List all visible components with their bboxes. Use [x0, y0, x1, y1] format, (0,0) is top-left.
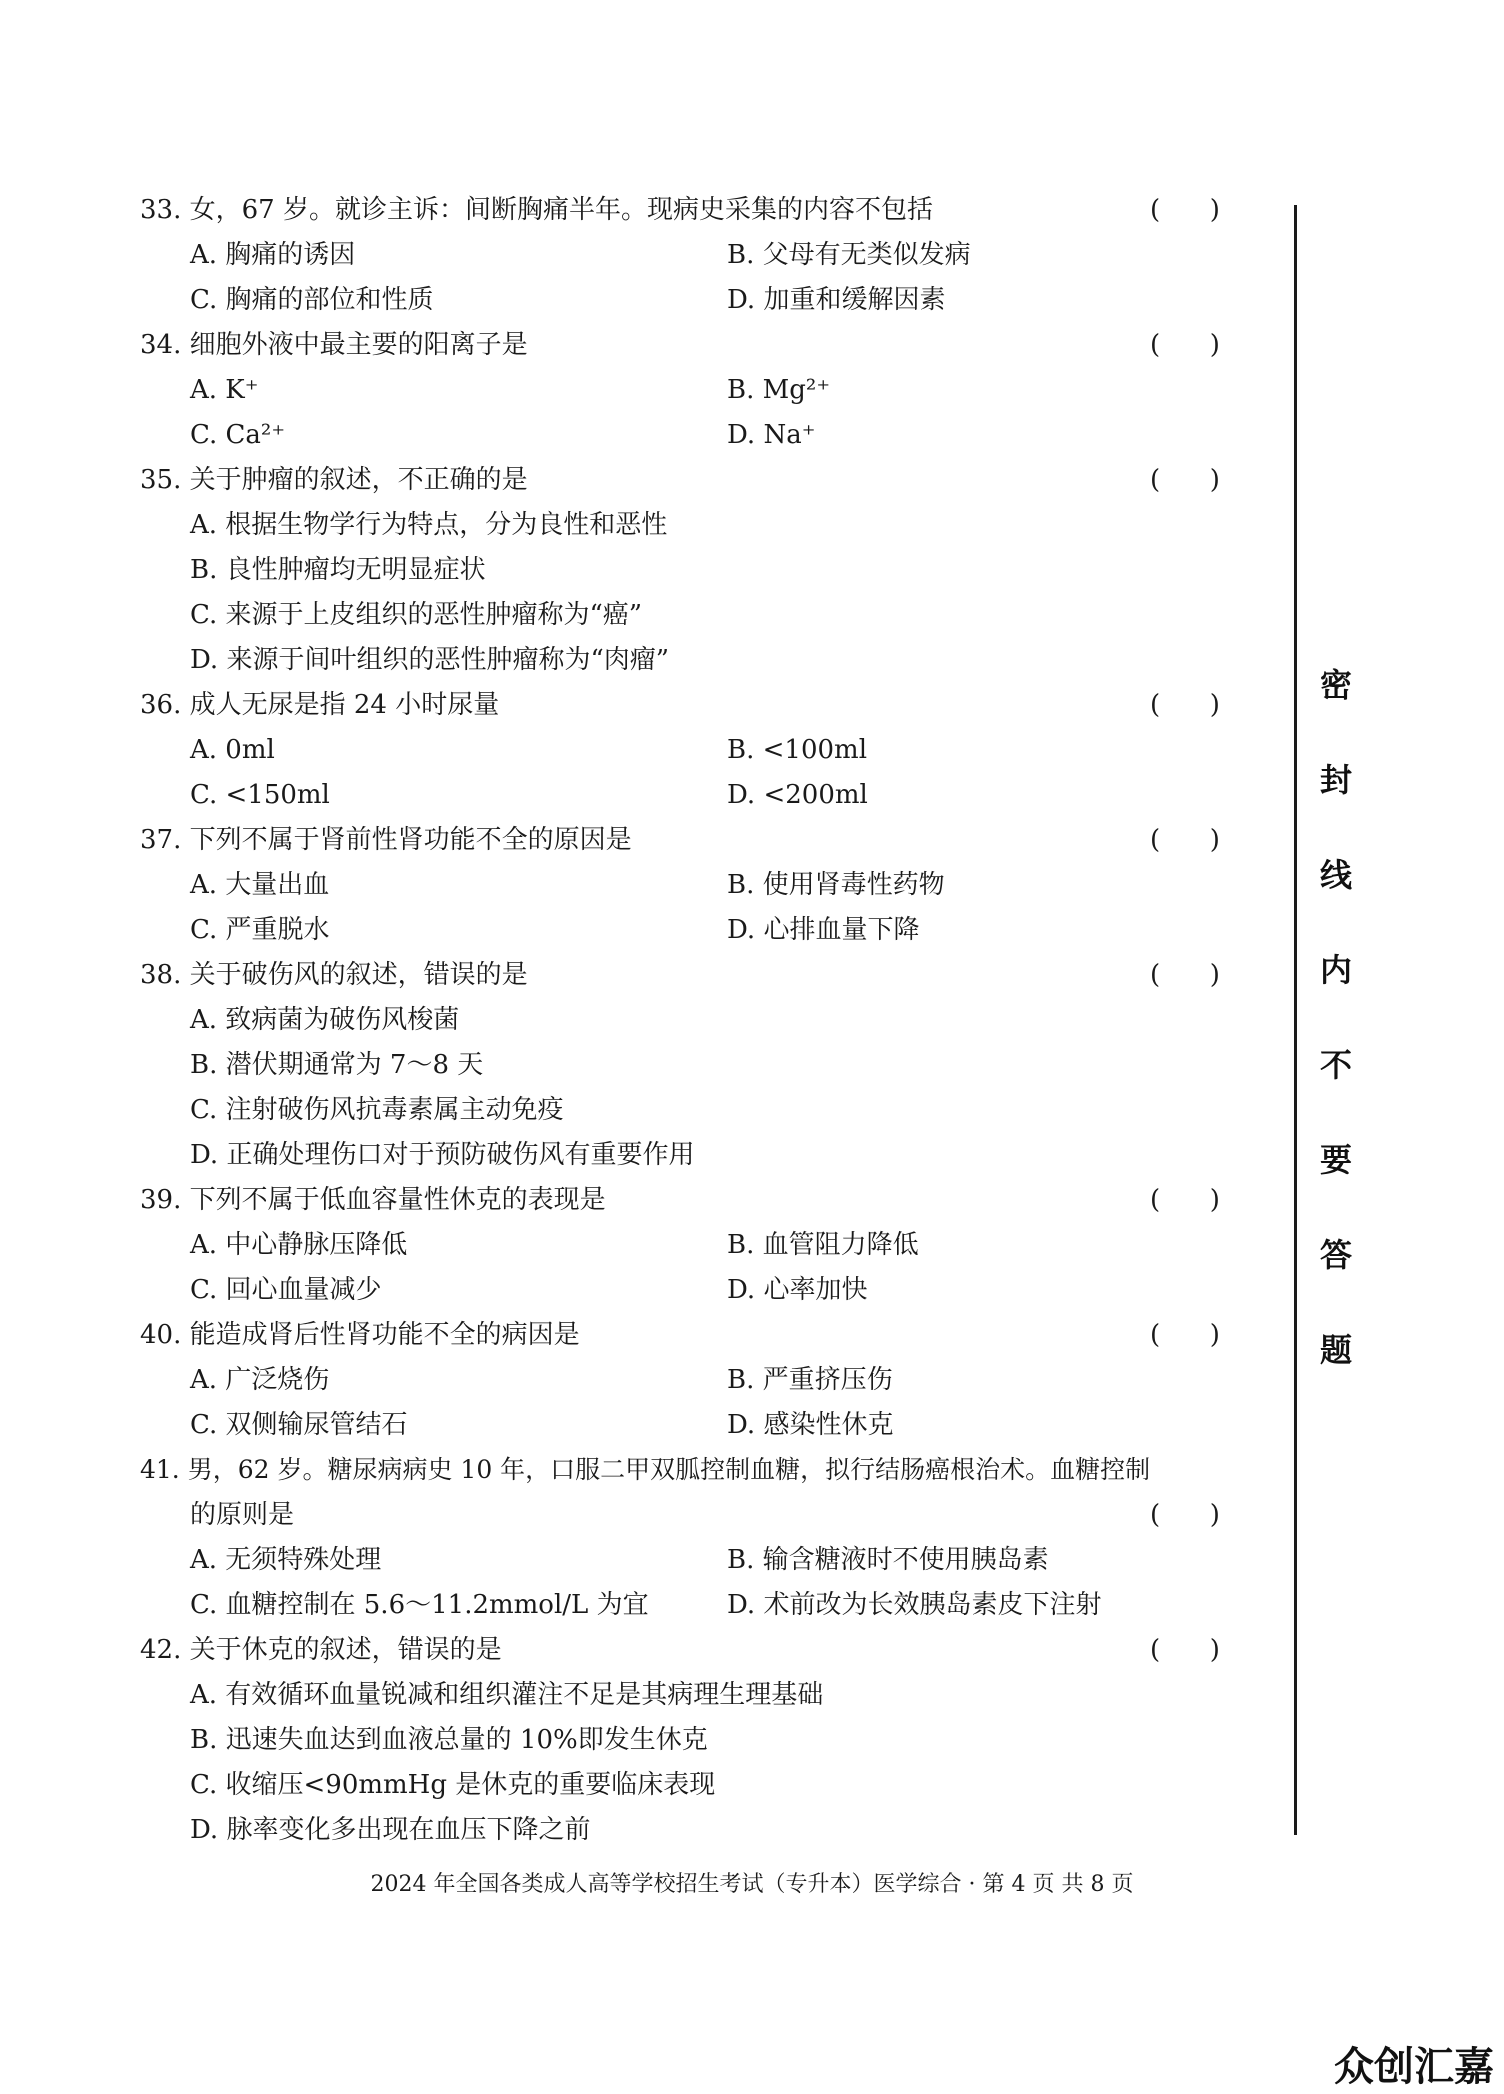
option-d: D. <200ml	[727, 780, 868, 810]
option-d: D. 来源于间叶组织的恶性肿瘤称为“肉瘤”	[190, 645, 670, 675]
option-b: B. 严重挤压伤	[727, 1365, 893, 1395]
option-b: B. 父母有无类似发病	[727, 240, 971, 270]
answer-bracket: ( )	[1150, 825, 1220, 855]
option-c: C. 注射破伤风抗毒素属主动免疫	[190, 1095, 564, 1125]
seal-char: 要	[1319, 1141, 1352, 1179]
option-a: A. 根据生物学行为特点，分为良性和恶性	[190, 510, 668, 540]
option-b: B. 使用肾毒性药物	[727, 870, 945, 900]
option-c: C. 严重脱水	[190, 915, 330, 945]
option-c: C. 双侧输尿管结石	[190, 1410, 408, 1440]
option-d: D. 加重和缓解因素	[727, 285, 946, 315]
question-38-stem: 38. 关于破伤风的叙述，错误的是	[140, 960, 528, 990]
option-a: A. 有效循环血量锐减和组织灌注不足是其病理生理基础	[190, 1680, 824, 1710]
option-d: D. 脉率变化多出现在血压下降之前	[190, 1815, 591, 1845]
question-41-stem-continued: 的原则是	[190, 1500, 295, 1530]
answer-bracket: ( )	[1150, 690, 1220, 720]
option-a: A. 0ml	[190, 735, 275, 765]
seal-char: 答	[1319, 1236, 1352, 1274]
option-d: D. 感染性休克	[727, 1410, 894, 1440]
seal-char: 题	[1319, 1331, 1352, 1369]
option-d: D. 正确处理伤口对于预防破伤风有重要作用	[190, 1140, 695, 1170]
answer-bracket: ( )	[1150, 1320, 1220, 1350]
option-c: C. 血糖控制在 5.6～11.2mmol/L 为宜	[190, 1590, 649, 1620]
answer-bracket: ( )	[1150, 195, 1220, 225]
answer-bracket: ( )	[1150, 1635, 1220, 1665]
option-b: B. 潜伏期通常为 7～8 天	[190, 1050, 484, 1080]
question-41-stem: 41. 男，62 岁。糖尿病病史 10 年，口服二甲双胍控制血糖，拟行结肠癌根治术。血糖控制	[140, 1455, 1151, 1484]
option-c: C. 来源于上皮组织的恶性肿瘤称为“癌”	[190, 600, 643, 630]
option-c: C. 收缩压<90mmHg 是休克的重要临床表现	[190, 1770, 716, 1800]
option-c: C. 胸痛的部位和性质	[190, 285, 434, 315]
option-d: D. 心率加快	[727, 1275, 868, 1305]
seal-char: 内	[1319, 951, 1352, 989]
option-b: B. Mg²⁺	[727, 375, 831, 405]
option-b: B. 血管阻力降低	[727, 1230, 919, 1260]
question-35-stem: 35. 关于肿瘤的叙述，不正确的是	[140, 465, 528, 495]
seal-char: 密	[1319, 666, 1352, 704]
seal-char: 不	[1319, 1046, 1352, 1084]
question-36-stem: 36. 成人无尿是指 24 小时尿量	[140, 690, 500, 720]
option-a: A. 大量出血	[190, 870, 330, 900]
option-d: D. Na⁺	[727, 420, 816, 450]
option-d: D. 心排血量下降	[727, 915, 920, 945]
question-33-stem: 33. 女，67 岁。就诊主诉：间断胸痛半年。现病史采集的内容不包括	[140, 195, 933, 225]
option-a: A. 广泛烧伤	[190, 1365, 330, 1395]
question-40-stem: 40. 能造成肾后性肾功能不全的病因是	[140, 1320, 580, 1350]
option-b: B. 良性肿瘤均无明显症状	[190, 555, 486, 585]
question-34-stem: 34. 细胞外液中最主要的阳离子是	[140, 330, 528, 360]
option-b: B. 迅速失血达到血液总量的 10%即发生休克	[190, 1725, 708, 1755]
question-42-stem: 42. 关于休克的叙述，错误的是	[140, 1635, 502, 1665]
option-a: A. 胸痛的诱因	[190, 240, 356, 270]
option-a: A. 无须特殊处理	[190, 1545, 382, 1575]
answer-bracket: ( )	[1150, 1500, 1220, 1530]
answer-bracket: ( )	[1150, 465, 1220, 495]
answer-bracket: ( )	[1150, 330, 1220, 360]
page-footer: 2024 年全国各类成人高等学校招生考试（专升本）医学综合 · 第 4 页 共 8 页	[370, 1872, 1134, 1897]
option-b: B. <100ml	[727, 735, 868, 765]
answer-bracket: ( )	[1150, 1185, 1220, 1215]
question-39-stem: 39. 下列不属于低血容量性休克的表现是	[140, 1185, 606, 1215]
seal-char: 线	[1319, 856, 1352, 894]
option-a: A. 致病菌为破伤风梭菌	[190, 1005, 460, 1035]
seal-rule-line	[1294, 205, 1297, 1835]
answer-bracket: ( )	[1150, 960, 1220, 990]
option-c: C. <150ml	[190, 780, 330, 810]
option-b: B. 输含糖液时不使用胰岛素	[727, 1545, 1049, 1575]
question-37-stem: 37. 下列不属于肾前性肾功能不全的原因是	[140, 825, 632, 855]
watermark-logo: 众创汇嘉	[1334, 2044, 1494, 2090]
option-c: C. 回心血量减少	[190, 1275, 382, 1305]
option-d: D. 术前改为长效胰岛素皮下注射	[727, 1590, 1102, 1620]
option-a: A. K⁺	[190, 375, 259, 405]
option-c: C. Ca²⁺	[190, 420, 286, 450]
option-a: A. 中心静脉压降低	[190, 1230, 408, 1260]
seal-char: 封	[1319, 761, 1352, 799]
